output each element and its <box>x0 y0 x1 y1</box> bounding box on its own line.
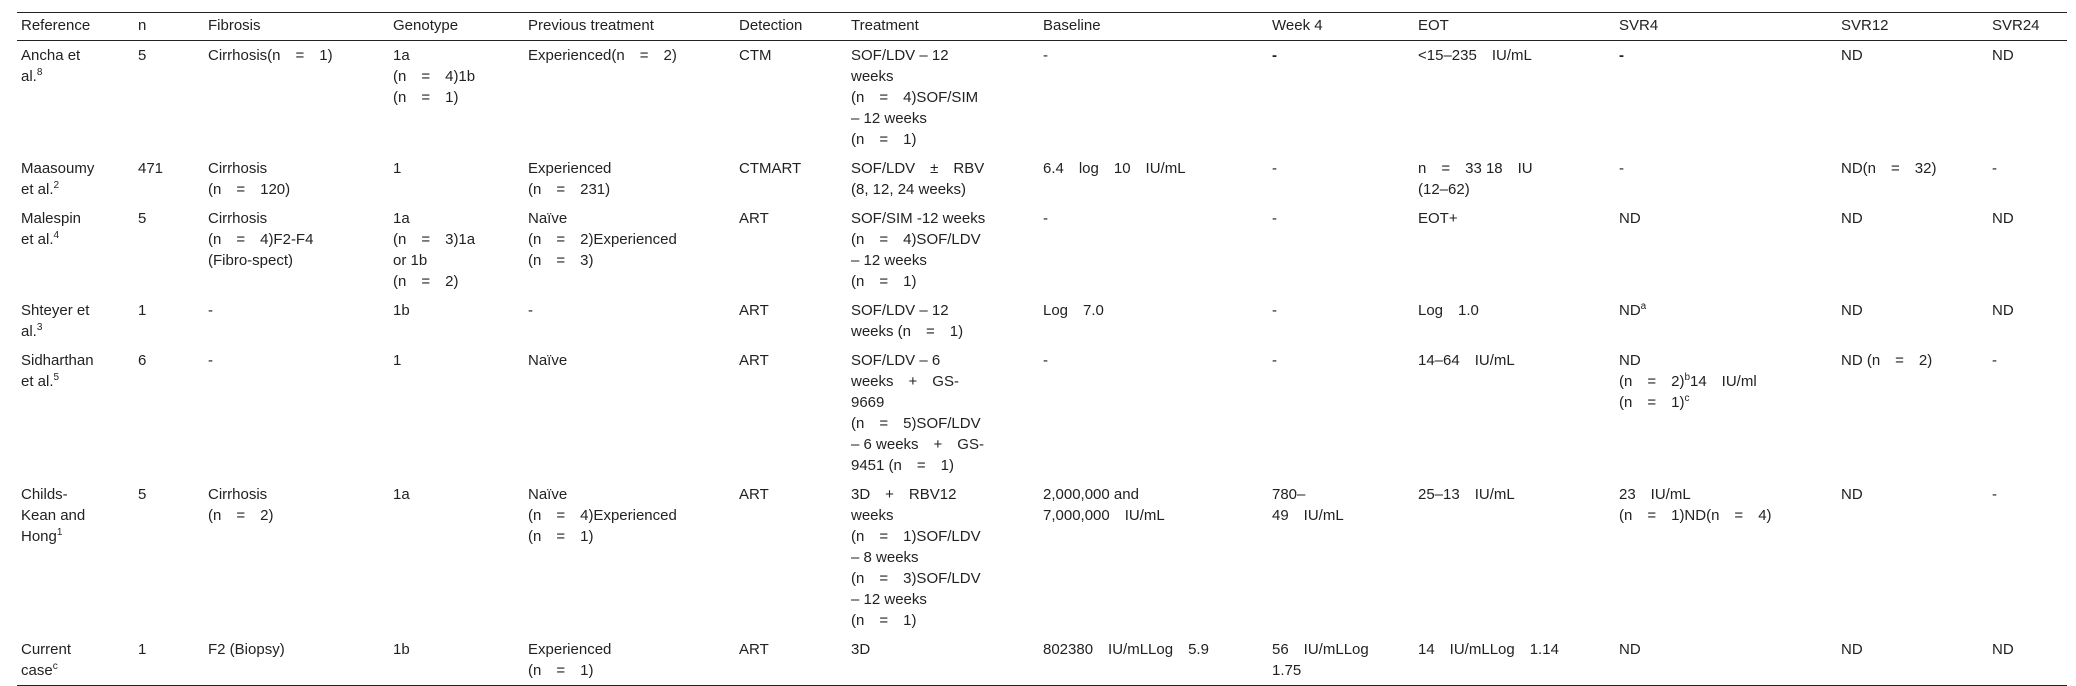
cell-svr12: ND <box>1841 302 1863 319</box>
cell-reference: Ancha et al.$^8$ <box>21 47 81 85</box>
cell-n: 5 <box>138 210 147 227</box>
header-treatment: Treatment <box>851 17 919 34</box>
header-fibrosis: Fibrosis <box>208 17 261 34</box>
cell-fibrosis: Cirrhosis (n = 120) <box>208 160 291 198</box>
cell-svr12: ND(n = 32) <box>1841 160 1937 177</box>
cell-svr24: ND <box>1992 210 2014 227</box>
cell-eot: 25–13 IU/mL <box>1418 486 1515 503</box>
table-row <box>17 346 2067 480</box>
cell-previous-treatment: Naïve <box>528 352 568 369</box>
cell-baseline: Log 7.0 <box>1043 302 1104 319</box>
cell-svr12: ND <box>1841 47 1863 64</box>
cell-treatment: SOF/LDV – 12 weeks (n = 1) <box>851 302 964 340</box>
cell-previous-treatment: Experienced (n = 231) <box>528 160 612 198</box>
comparison-table <box>17 12 2067 686</box>
cell-eot: EOT+ <box>1418 210 1458 227</box>
header-genotype: Genotype <box>393 17 459 34</box>
cell-n: 5 <box>138 486 147 503</box>
cell-week-4: - <box>1272 160 1277 177</box>
table-row <box>17 296 2067 346</box>
header-svr12: SVR12 <box>1841 17 1889 34</box>
cell-svr4: 23 IU/mL (n = 1)ND(n = 4) <box>1619 486 1772 524</box>
cell-fibrosis: - <box>208 352 213 369</box>
footnote-marker: 2 <box>53 180 60 191</box>
cell-n: 1 <box>138 641 147 658</box>
cell-fibrosis: - <box>208 302 213 319</box>
cell-n: 6 <box>138 352 147 369</box>
cell-reference: Shteyer et al.$^3$ <box>21 302 90 340</box>
header-detection: Detection <box>739 17 803 34</box>
cell-detection: ART <box>739 210 769 227</box>
footnote-marker: 1 <box>56 527 63 538</box>
header-reference: Reference <box>21 17 91 34</box>
cell-fibrosis: Cirrhosis(n = 1) <box>208 47 333 64</box>
cell-reference: Current case$^c$ <box>21 641 72 679</box>
table-row <box>17 204 2067 296</box>
cell-previous-treatment: Naïve (n = 2)Experienced (n = 3) <box>528 210 677 269</box>
header-n: n <box>138 17 147 34</box>
cell-genotype: 1a <box>393 486 410 503</box>
header-baseline: Baseline <box>1043 17 1101 34</box>
cell-baseline: 802380 IU/mLLog 5.9 <box>1043 641 1209 658</box>
cell-genotype: 1a (n = 3)1a or 1b (n = 2) <box>393 210 476 290</box>
cell-baseline: - <box>1043 210 1048 227</box>
cell-genotype: 1a (n = 4)1b (n = 1) <box>393 47 476 106</box>
cell-n: 1 <box>138 302 147 319</box>
cell-fibrosis: Cirrhosis (n = 4)F2-F4 (Fibro-spect) <box>208 210 314 269</box>
table-row <box>17 154 2067 204</box>
cell-svr12: ND <box>1841 486 1863 503</box>
cell-svr24: - <box>1992 160 1997 177</box>
cell-previous-treatment: - <box>528 302 533 319</box>
cell-treatment: SOF/LDV – 12 weeks (n = 4)SOF/SIM – 12 weeks (n = 1) <box>851 47 979 148</box>
cell-svr4: ND (n = 2)$^b$14 IU/ml (n = 1)$^c$ <box>1619 352 1757 411</box>
cell-fibrosis: Cirrhosis (n = 2) <box>208 486 274 524</box>
cell-n: 471 <box>138 160 164 177</box>
cell-genotype: 1b <box>393 641 410 658</box>
header-eot: EOT <box>1418 17 1449 34</box>
cell-week-4: - <box>1272 352 1277 369</box>
cell-treatment: 3D <box>851 641 871 658</box>
cell-svr4: - <box>1619 160 1624 177</box>
cell-fibrosis: F2 (Biopsy) <box>208 641 285 658</box>
cell-svr12: ND <box>1841 641 1863 658</box>
cell-detection: ART <box>739 352 769 369</box>
cell-treatment: SOF/SIM -12 weeks (n = 4)SOF/LDV – 12 weeks (n = 1) <box>851 210 986 290</box>
cell-previous-treatment: Experienced (n = 1) <box>528 641 612 679</box>
cell-n: 5 <box>138 47 147 64</box>
cell-svr12: ND <box>1841 210 1863 227</box>
cell-treatment: 3D + RBV12 weeks (n = 1)SOF/LDV – 8 weeks (n = 3)SOF/LDV – 12 weeks (n = 1) <box>851 486 981 629</box>
cell-baseline: - <box>1043 352 1048 369</box>
footnote-marker: b <box>1684 372 1690 383</box>
cell-detection: CTM <box>739 47 772 64</box>
cell-week-4: - <box>1272 302 1277 319</box>
cell-reference: Childs- Kean and Hong$^1$ <box>21 486 86 545</box>
header-svr4: SVR4 <box>1619 17 1659 34</box>
cell-svr4: $ND^a$ <box>1619 301 1647 319</box>
cell-reference: Malespin et al.$^4$ <box>21 210 82 248</box>
cell-genotype: 1b <box>393 302 410 319</box>
cell-svr12: ND (n = 2) <box>1841 352 1933 369</box>
cell-week-4: - <box>1272 47 1277 64</box>
cell-reference: Sidharthan et al.$^5$ <box>21 352 94 390</box>
cell-svr24: - <box>1992 352 1997 369</box>
cell-detection: ART <box>739 486 769 503</box>
footnote-marker: 4 <box>53 230 60 241</box>
cell-previous-treatment: Naïve (n = 4)Experienced (n = 1) <box>528 486 677 545</box>
cell-svr24: ND <box>1992 47 2014 64</box>
cell-detection: CTMART <box>739 160 802 177</box>
cell-svr24: ND <box>1992 302 2014 319</box>
footnote-marker: 5 <box>53 372 60 383</box>
cell-eot: Log 1.0 <box>1418 302 1479 319</box>
cell-svr4: ND <box>1619 210 1641 227</box>
footnote-marker: c <box>1684 393 1690 404</box>
header-previous-treatment: Previous treatment <box>528 17 654 34</box>
table-row <box>17 480 2067 635</box>
cell-week-4: - <box>1272 210 1277 227</box>
table-row <box>17 41 2067 155</box>
cell-svr4: - <box>1619 47 1624 64</box>
footnote-marker: 3 <box>36 322 43 333</box>
cell-eot: <15–235 IU/mL <box>1418 47 1532 64</box>
cell-svr4: ND <box>1619 641 1641 658</box>
cell-reference: Maasoumy et al.$^2$ <box>21 160 95 198</box>
cell-eot: 14–64 IU/mL <box>1418 352 1515 369</box>
footnote-marker: 8 <box>36 67 43 78</box>
cell-previous-treatment: Experienced(n = 2) <box>528 47 677 64</box>
footnote-marker: c <box>52 661 58 672</box>
cell-treatment: SOF/LDV – 6 weeks + GS- 9669 (n = 5)SOF/LDV – 6 weeks + GS- 9451 (n = 1) <box>851 352 984 474</box>
table-row <box>17 635 2067 686</box>
cell-eot: n = 33 18 IU (12–62) <box>1418 160 1533 198</box>
header-week-4: Week 4 <box>1272 17 1323 34</box>
cell-baseline: 6.4 log 10 IU/mL <box>1043 160 1186 177</box>
cell-detection: ART <box>739 302 769 319</box>
cell-detection: ART <box>739 641 769 658</box>
cell-svr24: ND <box>1992 641 2014 658</box>
cell-genotype: 1 <box>393 352 402 369</box>
cell-treatment: SOF/LDV ± RBV (8, 12, 24 weeks) <box>851 160 985 198</box>
cell-svr24: - <box>1992 486 1997 503</box>
cell-eot: 14 IU/mLLog 1.14 <box>1418 641 1559 658</box>
cell-baseline: 2,000,000 and 7,000,000 IU/mL <box>1043 486 1165 524</box>
footnote-marker: a <box>1640 301 1647 312</box>
cell-week-4: 780– 49 IU/mL <box>1272 486 1344 524</box>
header-svr24: SVR24 <box>1992 17 2040 34</box>
cell-week-4: 56 IU/mLLog 1.75 <box>1272 641 1369 679</box>
table-header-row <box>17 13 2067 41</box>
cell-genotype: 1 <box>393 160 402 177</box>
cell-baseline: - <box>1043 47 1048 64</box>
